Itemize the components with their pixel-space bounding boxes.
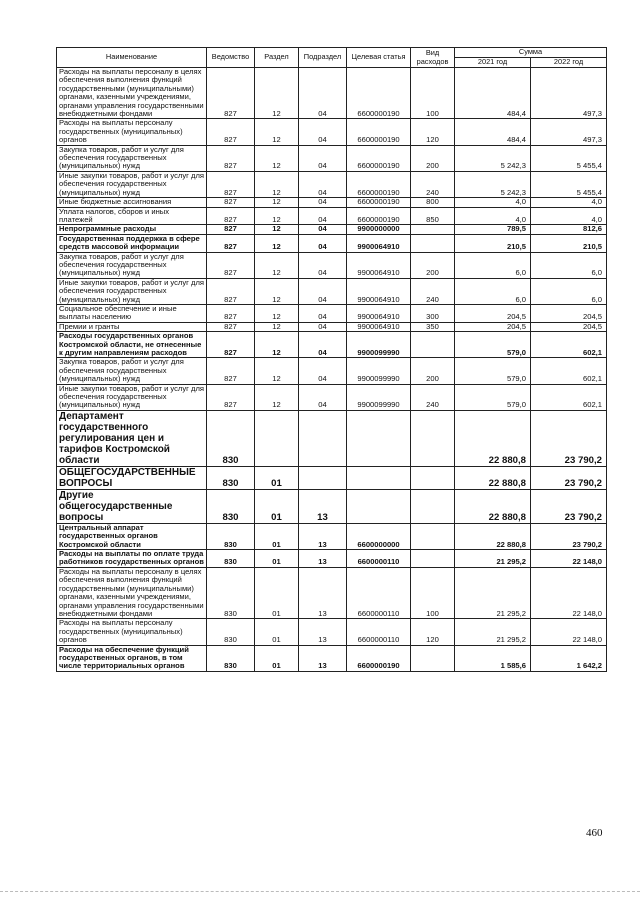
cell-subsection <box>299 466 347 489</box>
cell-section: 12 <box>255 304 299 322</box>
cell-subsection <box>299 410 347 466</box>
cell-name: Расходы на выплаты по оплате труда работников государственных органов <box>57 550 207 568</box>
cell-section: 01 <box>255 619 299 645</box>
cell-sum-2021: 21 295,2 <box>455 550 531 568</box>
table-body <box>57 68 607 672</box>
cell-target: 9900064910 <box>347 252 411 278</box>
header-dept: Ведомство <box>207 48 255 68</box>
cell-subsection: 04 <box>299 68 347 119</box>
cell-target: 9900064910 <box>347 304 411 322</box>
table-row <box>57 68 607 119</box>
cell-section <box>255 410 299 466</box>
cell-sum-2021: 22 880,8 <box>455 523 531 549</box>
table-row <box>57 619 607 645</box>
header-year-2021: 2021 год <box>455 58 531 68</box>
cell-dept: 827 <box>207 145 255 171</box>
table-row <box>57 252 607 278</box>
cell-name: Расходы на обеспечение функций государственных органов, в том числе территориальных органов <box>57 645 207 671</box>
cell-sum-2022: 5 455,4 <box>531 145 607 171</box>
cell-kind: 850 <box>411 207 455 225</box>
cell-kind: 240 <box>411 384 455 410</box>
cell-name: Закупка товаров, работ и услуг для обеспечения государственных (муниципальных) нужд <box>57 252 207 278</box>
cell-dept: 827 <box>207 68 255 119</box>
cell-sum-2022: 602,1 <box>531 332 607 358</box>
cell-sum-2021: 789,5 <box>455 225 531 234</box>
cell-kind <box>411 550 455 568</box>
cell-kind: 120 <box>411 619 455 645</box>
cell-section: 12 <box>255 358 299 384</box>
cell-dept: 830 <box>207 466 255 489</box>
cell-name: Расходы на выплаты персоналу государственных (муниципальных) органов <box>57 619 207 645</box>
cell-section: 12 <box>255 171 299 197</box>
cell-section: 12 <box>255 145 299 171</box>
cell-subsection: 13 <box>299 550 347 568</box>
cell-sum-2022: 23 790,2 <box>531 489 607 523</box>
cell-sum-2022: 6,0 <box>531 278 607 304</box>
cell-subsection: 04 <box>299 171 347 197</box>
cell-target: 6600000110 <box>347 567 411 618</box>
cell-kind: 120 <box>411 119 455 145</box>
cell-subsection: 04 <box>299 252 347 278</box>
cell-sum-2021: 4,0 <box>455 207 531 225</box>
cell-target: 6600000190 <box>347 119 411 145</box>
cell-target: 6600000190 <box>347 68 411 119</box>
cell-subsection: 04 <box>299 145 347 171</box>
header-sum: Сумма <box>455 48 607 58</box>
cell-target: 9900000000 <box>347 225 411 234</box>
budget-table-sheet <box>56 47 606 672</box>
table-row <box>57 410 607 466</box>
header-year-2022: 2022 год <box>531 58 607 68</box>
table-row <box>57 234 607 252</box>
header-subsection: Подраздел <box>299 48 347 68</box>
table-row <box>57 523 607 549</box>
cell-name: Государственная поддержка в сфере средств массовой информации <box>57 234 207 252</box>
cell-section: 01 <box>255 489 299 523</box>
cell-name: Закупка товаров, работ и услуг для обеспечения государственных (муниципальных) нужд <box>57 358 207 384</box>
cell-subsection: 04 <box>299 358 347 384</box>
cell-sum-2021: 1 585,6 <box>455 645 531 671</box>
page-number: 460 <box>586 827 603 839</box>
cell-target: 9900099990 <box>347 358 411 384</box>
cell-section: 12 <box>255 332 299 358</box>
cell-name: Уплата налогов, сборов и иных платежей <box>57 207 207 225</box>
cell-dept: 830 <box>207 523 255 549</box>
cell-name: Иные закупки товаров, работ и услуг для обеспечения государственных (муниципальных) нужд <box>57 278 207 304</box>
header-section: Раздел <box>255 48 299 68</box>
cell-name: ОБЩЕГОСУДАРСТВЕННЫЕ ВОПРОСЫ <box>57 466 207 489</box>
cell-sum-2021: 22 880,8 <box>455 466 531 489</box>
cell-sum-2021: 579,0 <box>455 384 531 410</box>
cell-subsection: 13 <box>299 567 347 618</box>
cell-dept: 827 <box>207 171 255 197</box>
cell-section: 12 <box>255 252 299 278</box>
cell-subsection: 04 <box>299 225 347 234</box>
cell-target: 6600000000 <box>347 523 411 549</box>
cell-subsection: 04 <box>299 278 347 304</box>
cell-sum-2021: 5 242,3 <box>455 145 531 171</box>
cell-dept: 827 <box>207 119 255 145</box>
cell-dept: 827 <box>207 225 255 234</box>
cell-sum-2021: 21 295,2 <box>455 619 531 645</box>
cell-subsection: 04 <box>299 332 347 358</box>
cell-kind: 100 <box>411 68 455 119</box>
cell-sum-2021: 22 880,8 <box>455 410 531 466</box>
cell-target: 6600000190 <box>347 145 411 171</box>
header-name: Наименование <box>57 48 207 68</box>
cell-section: 12 <box>255 225 299 234</box>
cell-sum-2022: 497,3 <box>531 119 607 145</box>
cell-sum-2022: 602,1 <box>531 358 607 384</box>
cell-section: 12 <box>255 68 299 119</box>
cell-sum-2021: 5 242,3 <box>455 171 531 197</box>
cell-sum-2021: 204,5 <box>455 304 531 322</box>
cell-name: Другие общегосударственные вопросы <box>57 489 207 523</box>
cell-name: Расходы на выплаты персоналу в целях обеспечения выполнения функций государственными (муниципальными) органами, казенными учреждениями, органами управления государственными внебюджетными фондами <box>57 68 207 119</box>
cell-kind <box>411 466 455 489</box>
cell-name: Иные закупки товаров, работ и услуг для обеспечения государственных (муниципальных) нужд <box>57 171 207 197</box>
table-row <box>57 198 607 207</box>
cell-sum-2022: 497,3 <box>531 68 607 119</box>
cell-dept: 830 <box>207 410 255 466</box>
cell-name: Непрограммные расходы <box>57 225 207 234</box>
cell-sum-2022: 22 148,0 <box>531 619 607 645</box>
cell-name: Закупка товаров, работ и услуг для обеспечения государственных (муниципальных) нужд <box>57 145 207 171</box>
cell-dept: 827 <box>207 234 255 252</box>
cell-dept: 827 <box>207 358 255 384</box>
cell-sum-2021: 484,4 <box>455 119 531 145</box>
cell-name: Расходы на выплаты персоналу в целях обеспечения выполнения функций государственными (муниципальными) органами, казенными учреждениями, органами управления государственными внебюджетными фондами <box>57 567 207 618</box>
cell-sum-2022: 5 455,4 <box>531 171 607 197</box>
cell-sum-2022: 6,0 <box>531 252 607 278</box>
cell-sum-2022: 204,5 <box>531 304 607 322</box>
cell-kind <box>411 645 455 671</box>
cell-sum-2021: 6,0 <box>455 278 531 304</box>
cell-sum-2022: 1 642,2 <box>531 645 607 671</box>
table-row <box>57 645 607 671</box>
cell-sum-2021: 22 880,8 <box>455 489 531 523</box>
cell-sum-2021: 204,5 <box>455 322 531 331</box>
cell-kind <box>411 225 455 234</box>
table-header <box>57 48 607 68</box>
cell-section: 12 <box>255 384 299 410</box>
header-target: Целевая статья <box>347 48 411 68</box>
cell-dept: 830 <box>207 645 255 671</box>
cell-dept: 827 <box>207 207 255 225</box>
cell-subsection: 13 <box>299 645 347 671</box>
cell-sum-2022: 812,6 <box>531 225 607 234</box>
table-row <box>57 119 607 145</box>
cell-section: 01 <box>255 466 299 489</box>
cell-target: 6600000190 <box>347 198 411 207</box>
cell-target <box>347 489 411 523</box>
cell-subsection: 04 <box>299 119 347 145</box>
cell-sum-2021: 484,4 <box>455 68 531 119</box>
cell-dept: 827 <box>207 332 255 358</box>
cell-sum-2022: 23 790,2 <box>531 466 607 489</box>
cell-kind <box>411 410 455 466</box>
cell-section: 01 <box>255 550 299 568</box>
cell-dept: 827 <box>207 198 255 207</box>
cell-subsection: 04 <box>299 304 347 322</box>
cell-subsection: 04 <box>299 234 347 252</box>
cell-sum-2022: 204,5 <box>531 322 607 331</box>
cell-kind: 200 <box>411 145 455 171</box>
cell-name: Иные закупки товаров, работ и услуг для обеспечения государственных (муниципальных) нужд <box>57 384 207 410</box>
cell-target: 9900064910 <box>347 322 411 331</box>
table-row <box>57 171 607 197</box>
cell-dept: 827 <box>207 322 255 331</box>
cell-target: 9900064910 <box>347 234 411 252</box>
cell-dept: 830 <box>207 489 255 523</box>
table-row <box>57 567 607 618</box>
cell-target: 6600000190 <box>347 171 411 197</box>
cell-target: 9900064910 <box>347 278 411 304</box>
cell-dept: 827 <box>207 304 255 322</box>
budget-table <box>56 47 607 672</box>
cell-section: 01 <box>255 567 299 618</box>
cell-dept: 830 <box>207 550 255 568</box>
cell-subsection: 04 <box>299 384 347 410</box>
table-row <box>57 225 607 234</box>
cell-kind: 800 <box>411 198 455 207</box>
cell-target <box>347 466 411 489</box>
cell-dept: 830 <box>207 619 255 645</box>
table-row <box>57 466 607 489</box>
table-row <box>57 332 607 358</box>
scan-edge-divider <box>0 891 640 892</box>
header-kind: Вид расходов <box>411 48 455 68</box>
cell-section: 12 <box>255 207 299 225</box>
cell-sum-2021: 4,0 <box>455 198 531 207</box>
cell-sum-2022: 602,1 <box>531 384 607 410</box>
cell-kind: 300 <box>411 304 455 322</box>
table-row <box>57 489 607 523</box>
cell-target: 9900099990 <box>347 384 411 410</box>
cell-kind <box>411 332 455 358</box>
cell-subsection: 04 <box>299 198 347 207</box>
cell-sum-2021: 579,0 <box>455 332 531 358</box>
cell-dept: 827 <box>207 384 255 410</box>
cell-kind: 200 <box>411 358 455 384</box>
cell-name: Расходы государственных органов Костромской области, не отнесенные к другим направлениям расходов <box>57 332 207 358</box>
cell-sum-2022: 23 790,2 <box>531 410 607 466</box>
cell-target: 6600000110 <box>347 550 411 568</box>
cell-target: 9900099990 <box>347 332 411 358</box>
cell-kind: 200 <box>411 252 455 278</box>
cell-kind: 240 <box>411 278 455 304</box>
table-row <box>57 278 607 304</box>
cell-subsection: 13 <box>299 489 347 523</box>
cell-sum-2022: 23 790,2 <box>531 523 607 549</box>
cell-kind <box>411 234 455 252</box>
cell-subsection: 04 <box>299 322 347 331</box>
table-row <box>57 358 607 384</box>
cell-sum-2022: 4,0 <box>531 198 607 207</box>
cell-kind <box>411 523 455 549</box>
cell-name: Социальное обеспечение и иные выплаты населению <box>57 304 207 322</box>
cell-name: Иные бюджетные ассигнования <box>57 198 207 207</box>
cell-section: 12 <box>255 119 299 145</box>
table-row <box>57 384 607 410</box>
cell-section: 12 <box>255 322 299 331</box>
cell-sum-2021: 6,0 <box>455 252 531 278</box>
cell-kind: 100 <box>411 567 455 618</box>
cell-kind: 350 <box>411 322 455 331</box>
cell-sum-2022: 22 148,0 <box>531 567 607 618</box>
cell-section: 01 <box>255 645 299 671</box>
cell-subsection: 04 <box>299 207 347 225</box>
cell-section: 12 <box>255 278 299 304</box>
table-row <box>57 145 607 171</box>
cell-subsection: 13 <box>299 523 347 549</box>
cell-target: 6600000190 <box>347 645 411 671</box>
cell-kind <box>411 489 455 523</box>
table-row <box>57 207 607 225</box>
cell-dept: 827 <box>207 278 255 304</box>
cell-name: Расходы на выплаты персоналу государственных (муниципальных) органов <box>57 119 207 145</box>
cell-name: Центральный аппарат государственных органов Костромской области <box>57 523 207 549</box>
cell-target: 6600000190 <box>347 207 411 225</box>
cell-section: 12 <box>255 198 299 207</box>
cell-dept: 827 <box>207 252 255 278</box>
cell-section: 01 <box>255 523 299 549</box>
cell-sum-2022: 4,0 <box>531 207 607 225</box>
cell-sum-2021: 210,5 <box>455 234 531 252</box>
cell-section: 12 <box>255 234 299 252</box>
cell-dept: 830 <box>207 567 255 618</box>
table-row <box>57 550 607 568</box>
table-row <box>57 304 607 322</box>
cell-name: Премии и гранты <box>57 322 207 331</box>
cell-target: 6600000110 <box>347 619 411 645</box>
cell-subsection: 13 <box>299 619 347 645</box>
cell-name: Департамент государственного регулирования цен и тарифов Костромской области <box>57 410 207 466</box>
cell-kind: 240 <box>411 171 455 197</box>
cell-target <box>347 410 411 466</box>
cell-sum-2022: 210,5 <box>531 234 607 252</box>
cell-sum-2021: 579,0 <box>455 358 531 384</box>
cell-sum-2022: 22 148,0 <box>531 550 607 568</box>
cell-sum-2021: 21 295,2 <box>455 567 531 618</box>
